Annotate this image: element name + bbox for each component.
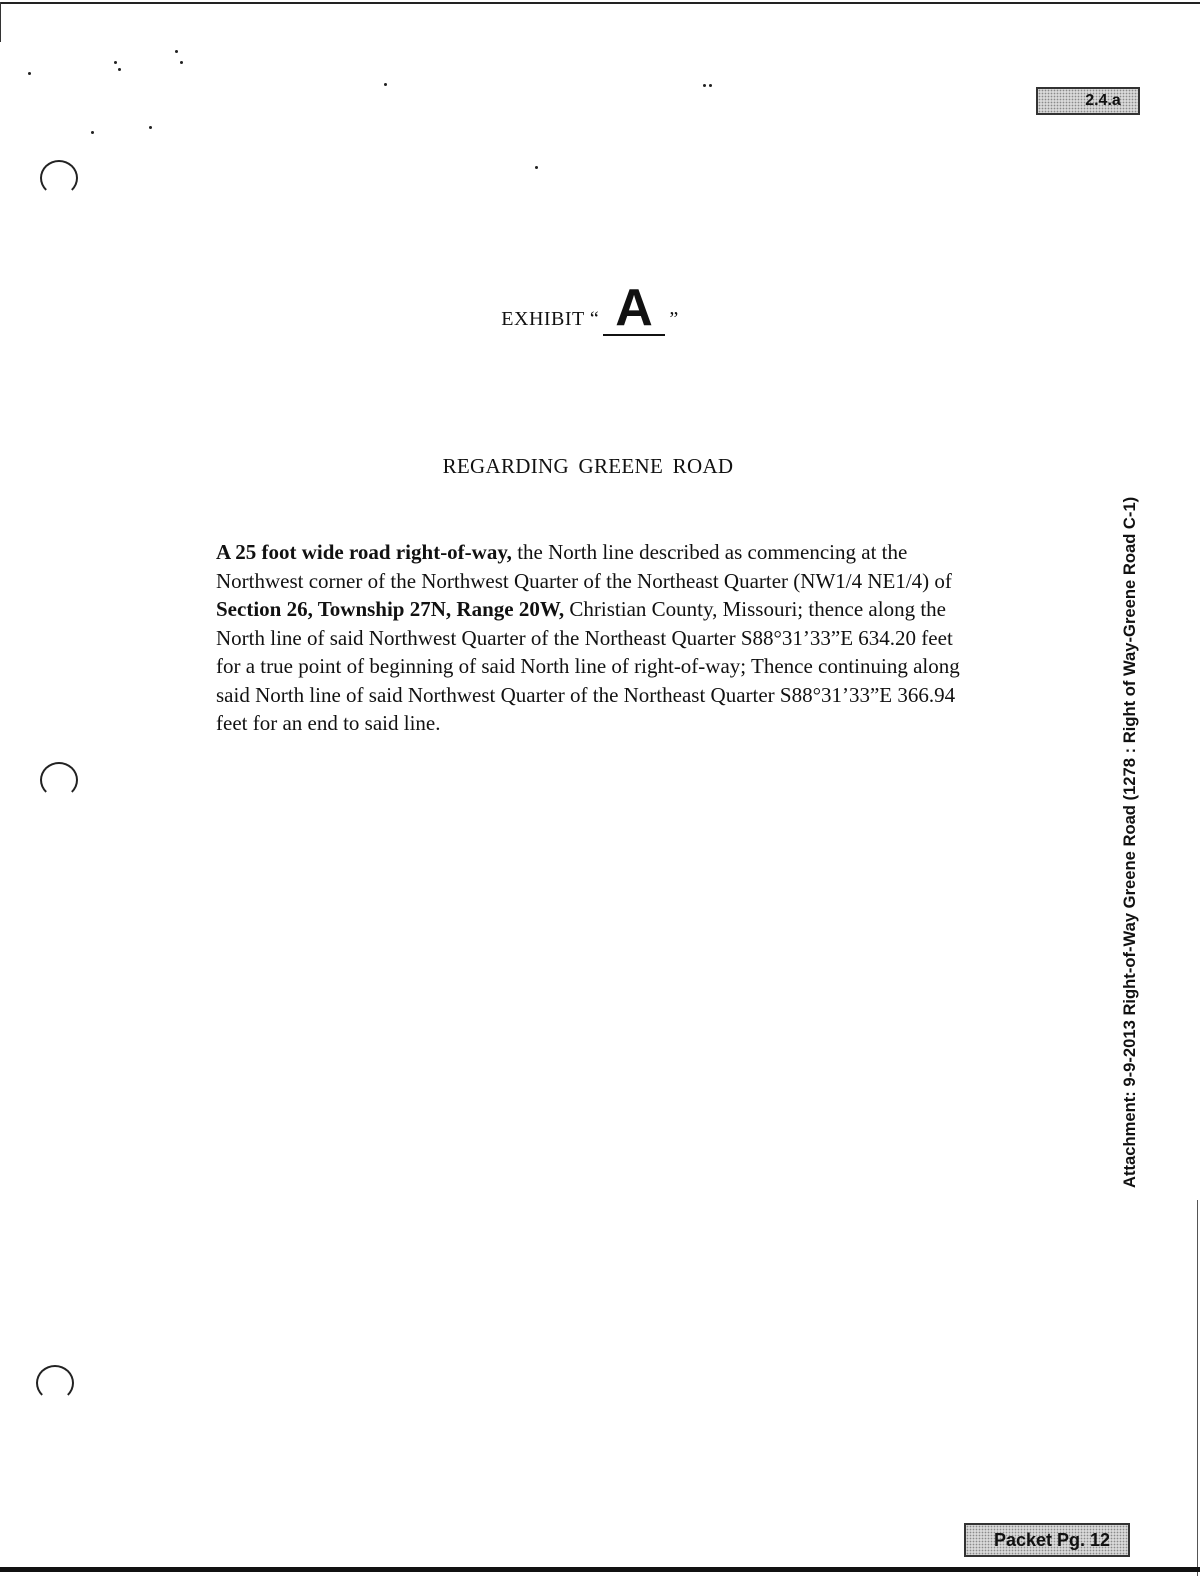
description-bold-section: Section 26, Township 27N, Range 20W, [216,597,565,621]
attachment-side-caption: Attachment: 9-9-2013 Right-of-Way Greene Road (1278 : Right of Way-Greene Road C-1) [1120,496,1139,1188]
scan-speck [175,50,178,53]
scan-speck [28,72,31,75]
punch-hole [40,762,78,798]
scan-speck [535,166,538,169]
description-bold-lead: A 25 foot wide road right-of-way, [216,540,512,564]
agenda-item-tag [1036,87,1140,115]
exhibit-heading [0,279,1180,337]
page-bottom-edge [0,1567,1200,1572]
punch-hole [40,160,78,196]
scan-speck [91,131,94,134]
scan-speck [118,68,121,71]
scan-speck [114,61,117,64]
document-subtitle: REGARDING GREENE ROAD [442,454,734,478]
scan-speck [384,83,387,86]
packet-page-label: Packet Pg. 12 [993,1529,1111,1550]
description-text-1: the North line described as commencing at the Northwest corner of the Northwest Quarter of the Northeast Quarter (NW1/4 NE1/4) of [216,540,952,593]
scan-speck [180,61,183,64]
page-right-edge [1197,1200,1198,1576]
agenda-item-number: 2.4.a [1085,92,1121,109]
exhibit-label: EXHIBIT [501,308,585,330]
page-top-edge [0,2,1200,4]
packet-page-tag [964,1523,1130,1557]
punch-hole [36,1365,74,1401]
page-left-edge [0,2,1,42]
description-text-2: Christian County, Missouri; thence along the North line of said Northwest Quarter of the Northeast Quarter S88°31’33”E 634.20 feet for a true point of beginning of said North line of right-of-way; Thence continuing along said North line of said Northwest Quarter of the Northeast Quarter S88°31’33”E 366.94 feet for an end to said line. [216,597,960,735]
scan-speck [703,84,706,87]
legal-description [216,538,976,738]
exhibit-open-quote: “ [589,308,600,330]
exhibit-close-quote: ” [669,308,679,330]
scan-speck [149,126,152,129]
exhibit-letter: A [603,282,665,336]
scan-speck [709,84,712,87]
